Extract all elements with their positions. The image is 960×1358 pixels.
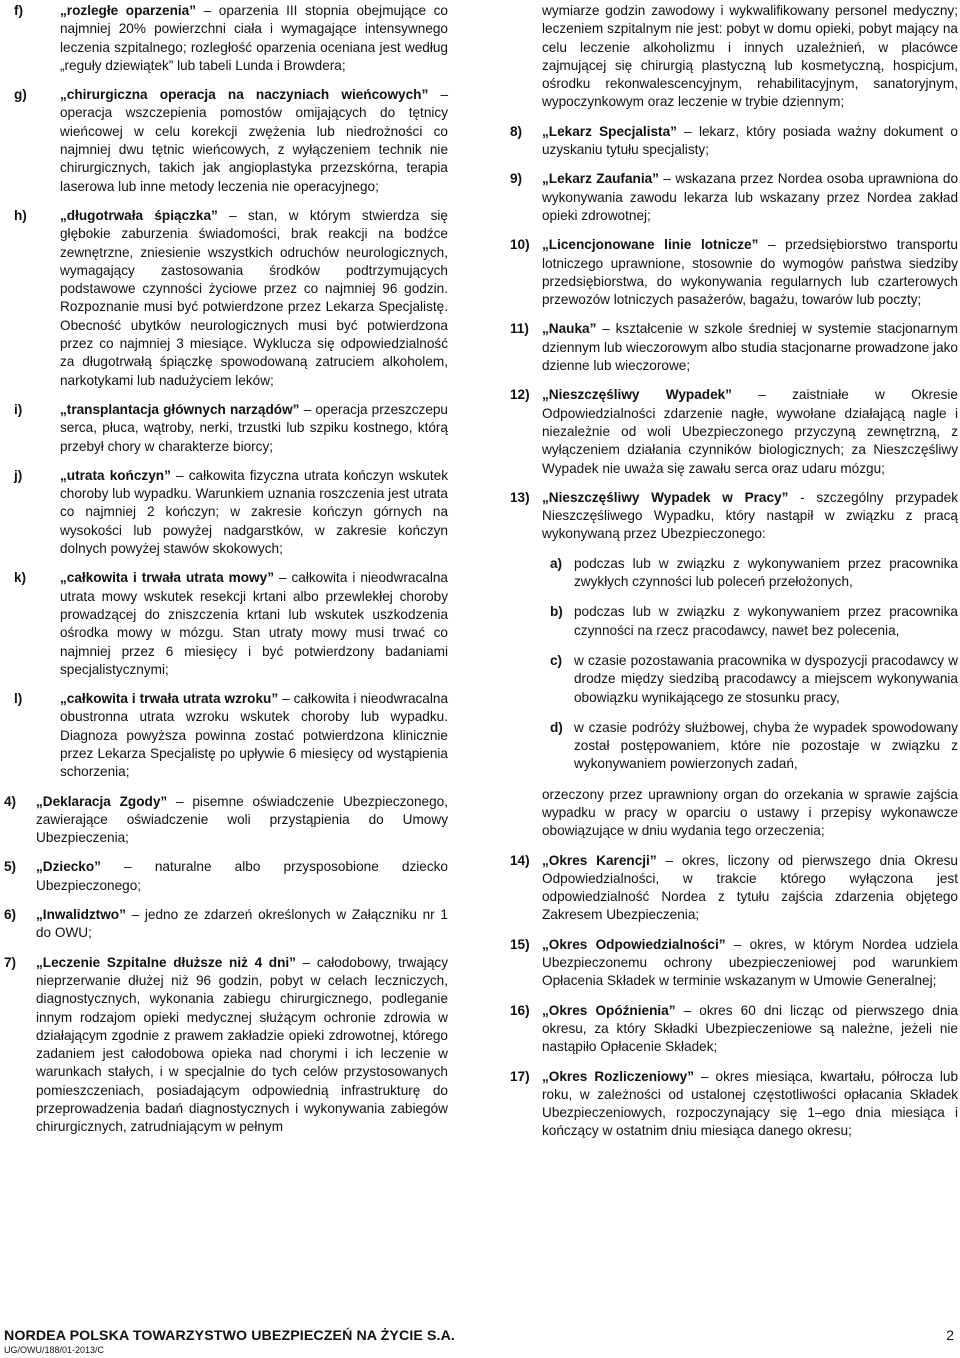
definition-text: – okres, liczony od pierwszego dnia Okresu Odpowiedzialności, w trakcie którego wyłączona jest odpowiedzialność Nordea z tytułu zajścia zdarzenia objętego Zakresem Ubezpieczenia; [542, 852, 958, 923]
sub-definition-l [4, 690, 448, 781]
definition-text: – całkowita fizyczna utrata kończyn wskutek choroby lub wypadku. Warunkiem uznania roszczenia jest utrata co najmniej 2 kończyn; w zakresie kończyn górnych na wysokości lub powyżej nadgarstków, w zakresie kończyn dolnych powyżej stawów skokowych; [60, 467, 449, 557]
definition-text: – oparzenia III stopnia obejmujące co najmniej 20% powierzchni ciała i wymagające intensywnego leczenia szpitalnego; rozległość oparzenia oceniana jest według „reguły dziewiątek” lub tabeli Lunda i Browdera; [60, 3, 448, 73]
entry-text [60, 2, 448, 75]
sub-definition-j [4, 467, 448, 558]
entry-number: 4) [4, 793, 17, 809]
entry-number: 8) [510, 123, 523, 139]
entry-number: 12) [510, 387, 530, 403]
page-number: 2 [946, 1328, 954, 1344]
defined-term: „Inwalidztwo” [36, 907, 126, 923]
sub-items-conclusion: orzeczony przez uprawniony organ do orzekania w sprawie zajścia wypadku w pracy w oparciu o ustawy i przepisy wykonawcze obowiązujące w dniu wydania tego orzeczenia; [542, 786, 958, 839]
entry-text [60, 86, 448, 196]
definition-text: - szczególny przypadek Nieszczęśliwego Wypadku, który nastąpił w związku z pracą wykonywaną przez Ubezpieczonego: [542, 489, 958, 542]
definition-text: – kształcenie w szkole średniej w systemie stacjonarnym dziennym lub wieczorowym albo studia stacjonarne prowadzone jako dzienne lub wieczorowe; [542, 321, 958, 374]
sub-item-b [500, 603, 958, 640]
definition-text: – okres 60 dni licząc od pierwszego dnia okresu, za który Składki Ubezpieczeniowe są należne, jeżeli nie nastąpiło Opłacenie Składek; [542, 1002, 958, 1055]
entry-number: i) [14, 401, 23, 417]
entry-number: 6) [4, 907, 17, 923]
entry-text [36, 906, 448, 943]
entry-text [542, 1002, 958, 1057]
definition-14 [500, 852, 958, 925]
entry-number: 7) [4, 954, 17, 970]
defined-term: „utrata kończyn” [60, 467, 171, 483]
sub-item-text: podczas lub w związku z wykonywaniem przez pracownika zwykłych czynności lub poleceń przełożonych, [574, 555, 958, 590]
definition-text: – jedno ze zdarzeń określonych w Załączniku nr 1 do OWU; [36, 907, 448, 941]
definition-6 [4, 906, 448, 943]
definition-12 [500, 386, 958, 477]
definition-text: – pisemne oświadczenie Ubezpieczonego, zawierające oświadczenie woli przystąpienia do Umowy Ubezpieczenia; [36, 793, 448, 846]
defined-term: „Leczenie Szpitalne dłuższe niż 4 dni” [36, 954, 296, 970]
entry-text [36, 793, 448, 848]
entry-number: j) [14, 467, 23, 483]
defined-term: „Deklaracja Zgody” [36, 793, 168, 809]
entry-text [542, 170, 958, 225]
definition-11 [500, 320, 958, 375]
sub-item-letter: b) [550, 604, 563, 620]
entry-number: 16) [510, 1002, 530, 1018]
sub-definition-g [4, 86, 448, 196]
entry-text [542, 852, 958, 925]
entry-number: 10) [510, 237, 530, 253]
definition-text: – zaistniałe w Okresie Odpowiedzialności zdarzenie nagłe, wywołane działającą nagle i niezależnie od woli Ubezpieczonego przyczyną zewnętrzną, z wyłączeniem działania czynników biologicznych; za Nieszczęśliwy Wypadek nie uważa się zawału serca oraz udaru mózgu; [542, 387, 958, 476]
defined-term: „Okres Opóźnienia” [542, 1002, 676, 1018]
definition-7 [4, 954, 448, 1137]
footer-company: NORDEA POLSKA TOWARZYSTWO UBEZPIECZEŃ NA ŻYCIE S.A. [4, 1328, 455, 1344]
defined-term: „Nieszczęśliwy Wypadek w Pracy” [542, 489, 789, 505]
definition-4 [4, 793, 448, 848]
entry-text [542, 236, 958, 309]
defined-term: „całkowita i trwała utrata mowy” [60, 570, 274, 586]
defined-term: „transplantacja głównych narządów” [60, 401, 300, 417]
definition-15 [500, 936, 958, 991]
right-column [500, 2, 958, 1152]
entry-text [60, 690, 448, 781]
definition-text: – całkowita i nieodwracalna utrata mowy wskutek resekcji krtani albo przewlekłej choroby prowadzącej do zniszczenia krtani lub wskutek uszkodzenia ośrodka mowy w mózgu. Stan utraty mowy musi trwać co najmniej przez 6 miesięcy i być potwierdzony badaniami specjalistycznymi; [60, 570, 448, 677]
left-column [4, 2, 448, 1148]
definition-10 [500, 236, 958, 309]
defined-term: „Lekarz Zaufania” [542, 171, 659, 187]
sub-item-text: podczas lub w związku z wykonywaniem przez pracownika czynności na rzecz pracodawcy, nawet bez polecenia, [574, 604, 958, 638]
sub-item-d [500, 719, 958, 774]
entry-number: 15) [510, 936, 530, 952]
definition-13 [500, 489, 958, 544]
sub-definition-h [4, 207, 448, 390]
defined-term: „długotrwała śpiączka” [60, 207, 218, 223]
entry-text [60, 569, 448, 679]
definition-text: – przedsiębiorstwo transportu lotniczego uprawnione, stosownie do wymogów państwa siedziby przedsiębiorstwa, do wykonywania regularnych lub czarterowych przewozów lotniczych pasażerów, bagażu, towarów lub poczty; [542, 237, 958, 308]
definition-text: – lekarz, który posiada ważny dokument o uzyskaniu tytułu specjalisty; [542, 123, 958, 158]
sub-item-letter: c) [550, 652, 563, 668]
sub-definition-i [4, 401, 448, 456]
defined-term: „całkowita i trwała utrata wzroku” [60, 691, 279, 707]
entry-text [542, 386, 958, 477]
entry-text [60, 401, 448, 456]
defined-term: „chirurgiczna operacja na naczyniach wieńcowych” [60, 87, 429, 103]
entry-text [542, 936, 958, 991]
definition-text: – stan, w którym stwierdza się głębokie zaburzenia świadomości, brak reakcji na bodźce zewnętrzne, zniesienie wszystkich odruchów neurologicznych, wymagający zastosowania środków podtrzymujących podstawowe czynności życiowe przez co najmniej 96 godzin. Rozpoznanie musi być potwierdzone przez Lekarza Specjalistę. Obecność ubytków neurologicznych musi być potwierdzona przez co najmniej 3 miesiące. Wyklucza się odpowiedzialność za długotrwałą śpiączkę spowodowaną zatruciem alkoholem, narkotykami lub nadużyciem leków; [60, 207, 448, 388]
entry-text [542, 1068, 958, 1141]
entry-number: g) [14, 87, 27, 103]
definition-text: – całodobowy, trwający nieprzerwanie dłużej niż 96 godzin, pobyt w celach leczniczych, diagnostycznych, wykonania zabiegu chirurgicznego, podleganie innym rodzajom opieki medycznej służącym ochronie zdrowia w działającym zgodnie z prawem zakładzie opieki zdrowotnej, którego zadaniem jest całodobowa opieka nad chorymi i ich leczenie w warunkach stałych, i w specjalnie do tych celów przystosowanych pomieszczeniach, posiadającym odpowiednią infrastrukturę do przeprowadzenia badań diagnostycznych i wykonywania zabiegów chirurgicznych, zatrudniającym w pełnym [36, 954, 448, 1135]
sub-item-letter: d) [550, 719, 563, 735]
definition-text: – całkowita i nieodwracalna obustronna utrata wzroku wskutek choroby lub wypadku. Diagnoza powyższa powinna zostać potwierdzona klinicznie przez Lekarza Specjalistę po upływie 6 miesięcy od wystąpienia schorzenia; [60, 691, 449, 780]
sub-definition-k [4, 569, 448, 679]
entry-text [60, 207, 448, 390]
entry-number: k) [14, 570, 27, 586]
entry-text [542, 489, 958, 544]
entry-text [36, 858, 448, 895]
sub-item-c [500, 652, 958, 707]
defined-term: „Dziecko” [36, 859, 101, 875]
entry-number: 9) [510, 171, 523, 187]
definition-9 [500, 170, 958, 225]
entry-text [542, 123, 958, 160]
defined-term: „Lekarz Specjalista” [542, 123, 677, 139]
defined-term: „Okres Rozliczeniowy” [542, 1068, 695, 1084]
defined-term: „Nauka” [542, 321, 597, 337]
entry-text [60, 467, 448, 558]
definition-text: – okres, w którym Nordea udziela Ubezpieczonemu ochrony ubezpieczeniowej pod warunkiem Opłacenia Składek w terminie wskazanym w Umowie Generalnej; [542, 936, 959, 989]
defined-term: „rozległe oparzenia” [60, 3, 197, 18]
entry-number: l) [14, 691, 23, 707]
definition-text: – okres miesiąca, kwartału, półrocza lub roku, w zależności od ustalonej częstotliwości opłacania Składek Ubezpieczeniowych, rozpoczynający się 1–ego dnia miesiąca i kończący w ostatnim dniu miesiąca danego okresu; [542, 1068, 959, 1139]
definition-text: – wskazana przez Nordea osoba uprawniona do wykonywania zawodu lekarza lub wskazany przez Nordea zakład opieki zdrowotnej; [542, 171, 959, 223]
entry-number: 13) [510, 489, 530, 505]
definition-17 [500, 1068, 958, 1141]
defined-term: „Nieszczęśliwy Wypadek” [542, 387, 732, 403]
entry-number: 17) [510, 1068, 530, 1084]
entry-text [542, 320, 958, 375]
entry-number: 5) [4, 859, 17, 875]
defined-term: „Okres Karencji” [542, 852, 657, 868]
defined-term: „Okres Odpowiedzialności” [542, 936, 726, 952]
definition-text: – operacja wszczepienia pomostów omijających do tętnicy wieńcowej w celu korekcji zwężenia lub niedrożności co najmniej dwu tętnic wieńcowych, z wyłączeniem technik nie chirurgicznych, takich jak angioplastyka przezskórna, terapia laserowa lub inne metody leczenia nie operacyjnego; [60, 87, 448, 194]
defined-term: „Licencjonowane linie lotnicze” [542, 237, 759, 253]
entry-number: 14) [510, 852, 530, 868]
sub-definition-f [4, 2, 448, 75]
sub-item-letter: a) [550, 555, 563, 571]
definition-7-continued: wymiarze godzin zawodowy i wykwalifikowany personel medyczny; leczeniem szpitalnym nie jest: pobyt w domu opieki, pobyt mający na celu leczenie alkoholizmu i innych uzależnień, w placówce zajmującej się chirurgią plastyczną lub kosmetyczną, hospicjum, ośrodku rekonwalescencyjnym, rehabilitacyjnym, sanatoryjnym, wypoczynkowym oraz leczenie w trybie dziennym; [542, 3, 958, 110]
definition-16 [500, 1002, 958, 1057]
sub-item-text: w czasie podróży służbowej, chyba że wypadek spowodowany został postępowaniem, które nie pozostaje w związku z wykonywaniem powierzonych zadań, [574, 719, 958, 772]
definition-5 [4, 858, 448, 895]
entry-number: f) [14, 3, 24, 18]
definition-text: – operacja przeszczepu serca, płuca, wątroby, nerki, trzustki lub szpiku kostnego, którą przebył chory w charakterze biorcy; [60, 401, 448, 454]
definition-8 [500, 123, 958, 160]
sub-item-text: w czasie pozostawania pracownika w dyspozycji pracodawcy w drodze między siedzibą pracodawcy a miejscem wykonywania obowiązku wynikającego ze stosunku pracy, [574, 652, 958, 705]
footer-document-code: UG/OWU/188/01-2013/C [4, 1345, 105, 1355]
definition-text: – naturalne albo przysposobione dziecko Ubezpieczonego; [36, 859, 448, 893]
entry-number: h) [14, 207, 27, 223]
entry-number: 11) [510, 321, 529, 337]
entry-text [36, 954, 448, 1137]
sub-item-a [500, 555, 958, 592]
